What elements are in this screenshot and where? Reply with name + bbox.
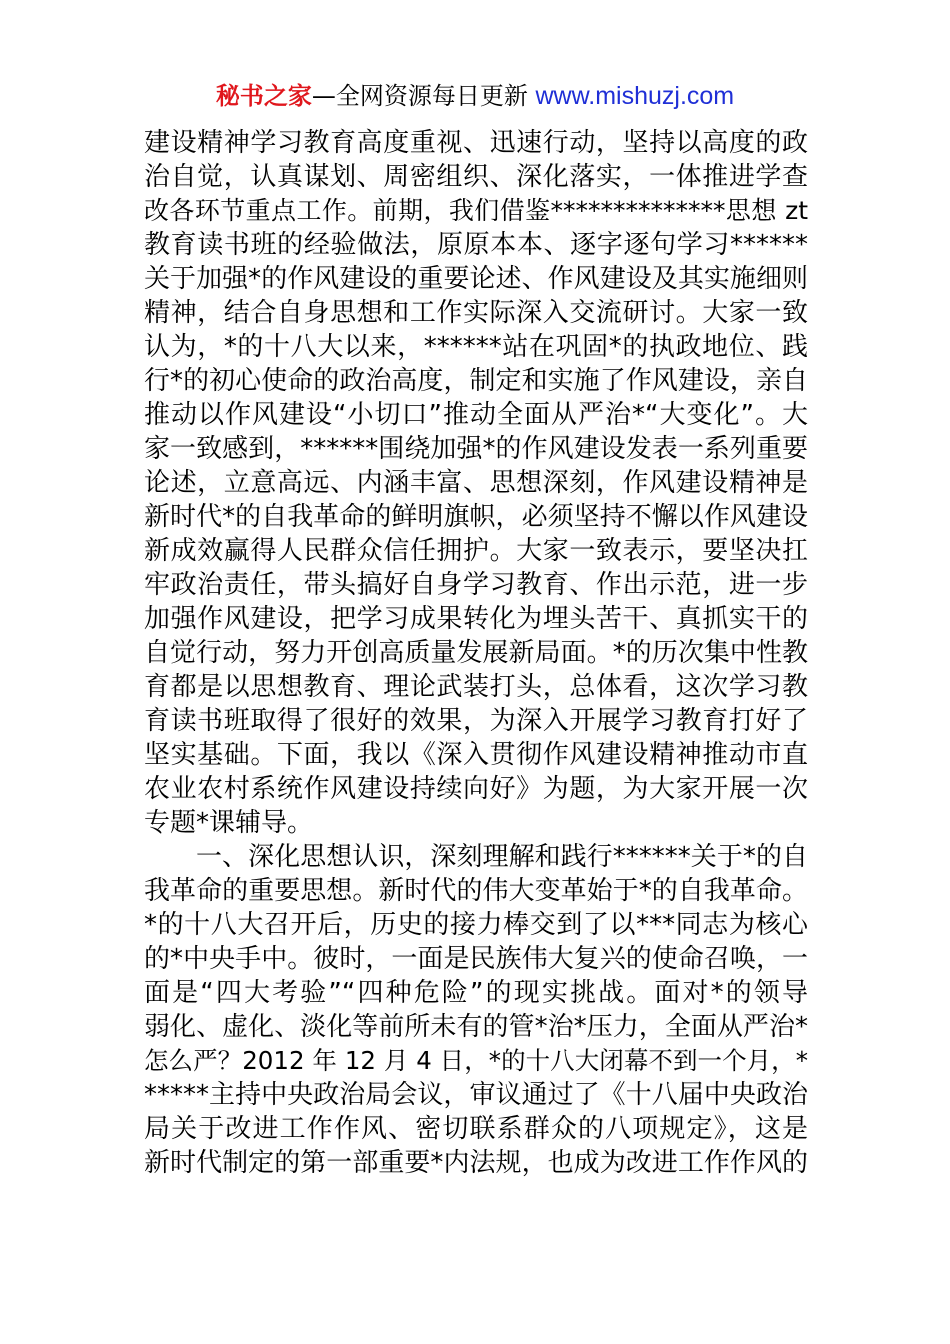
text-line: 牢政治责任，带头搞好自身学习教育、作出示范，进一步 [144,570,808,600]
text-line: 怎么严？2012 年 12 月 4 日，*的十八大闭幕不到一个月，* [144,1046,808,1075]
text-line: 家一致感到，******围绕加强*的作风建设发表一系列重要 [144,434,808,464]
text-line: 的*中央手中。彼时，一面是民族伟大复兴的使命召唤，一 [144,944,808,974]
text-line: 新时代*的自我革命的鲜明旗帜，必须坚持不懈以作风建设 [144,502,808,532]
text-line: *****主持中央政治局会议，审议通过了《十八届中央政治 [144,1080,808,1110]
text-line: 治自觉，认真谋划、周密组织、深化落实，一体推进学查 [144,162,808,192]
paragraph-end-line: 专题*课辅导。 [144,808,314,838]
text-line: 教育读书班的经验做法，原原本本、逐字逐句学习****** [144,230,808,260]
text-line: 弱化、虚化、淡化等前所未有的管*治*压力，全面从严治* [144,1012,808,1042]
text-line: 认为，*的十八大以来，******站在巩固*的执政地位、践 [144,332,808,362]
text-line: 论述，立意高远、内涵丰富、思想深刻，作风建设精神是 [144,468,808,498]
text-line: 我革命的重要思想。新时代的伟大变革始于*的自我革命。 [144,876,808,906]
text-line: 育读书班取得了很好的效果，为深入开展学习教育打好了 [144,706,808,736]
text-line: 建设精神学习教育高度重视、迅速行动，坚持以高度的政 [144,128,808,158]
site-url-link[interactable]: www.mishuzj.com [535,82,735,110]
text-line: 推动以作风建设“小切口”推动全面从严治*“大变化”。大 [144,400,808,430]
text-line: 新成效赢得人民群众信任拥护。大家一致表示，要坚决扛 [144,536,808,566]
document-body [144,126,808,1180]
site-brand: 秘书之家 [215,82,312,110]
text-line: 自觉行动，努力开创高质量发展新局面。*的历次集中性教 [144,638,808,668]
text-line: 关于加强*的作风建设的重要论述、作风建设及其实施细则 [144,264,808,294]
text-line: 农业农村系统作风建设持续向好》为题，为大家开展一次 [144,774,808,804]
text-line: 加强作风建设，把学习成果转化为埋头苦干、真抓实干的 [144,604,808,634]
text-line: 育都是以思想教育、理论武装打头，总体看，这次学习教 [144,672,808,702]
text-line: 行*的初心使命的政治高度，制定和实施了作风建设，亲自 [144,366,808,396]
site-header [0,80,950,112]
text-line: 改各环节重点工作。前期，我们借鉴**************思想 zt [144,196,808,225]
text-line: 精神，结合自身思想和工作实际深入交流研讨。大家一致 [144,298,808,328]
text-line: 坚实基础。下面，我以《深入贯彻作风建设精神推动市直 [144,740,808,770]
text-line: 新时代制定的第一部重要*内法规，也成为改进工作作风的 [144,1148,808,1178]
section-heading-line: 一、深化思想认识，深刻理解和践行******关于*的自 [196,842,808,872]
text-line: *的十八大召开后，历史的接力棒交到了以***同志为核心 [144,910,808,940]
site-slogan: —全网资源每日更新 [311,82,536,110]
text-line: 面是“四大考验”“四种危险”的现实挑战。面对*的领导 [144,978,808,1008]
text-line: 局关于改进工作作风、密切联系群众的八项规定》，这是 [144,1114,808,1144]
